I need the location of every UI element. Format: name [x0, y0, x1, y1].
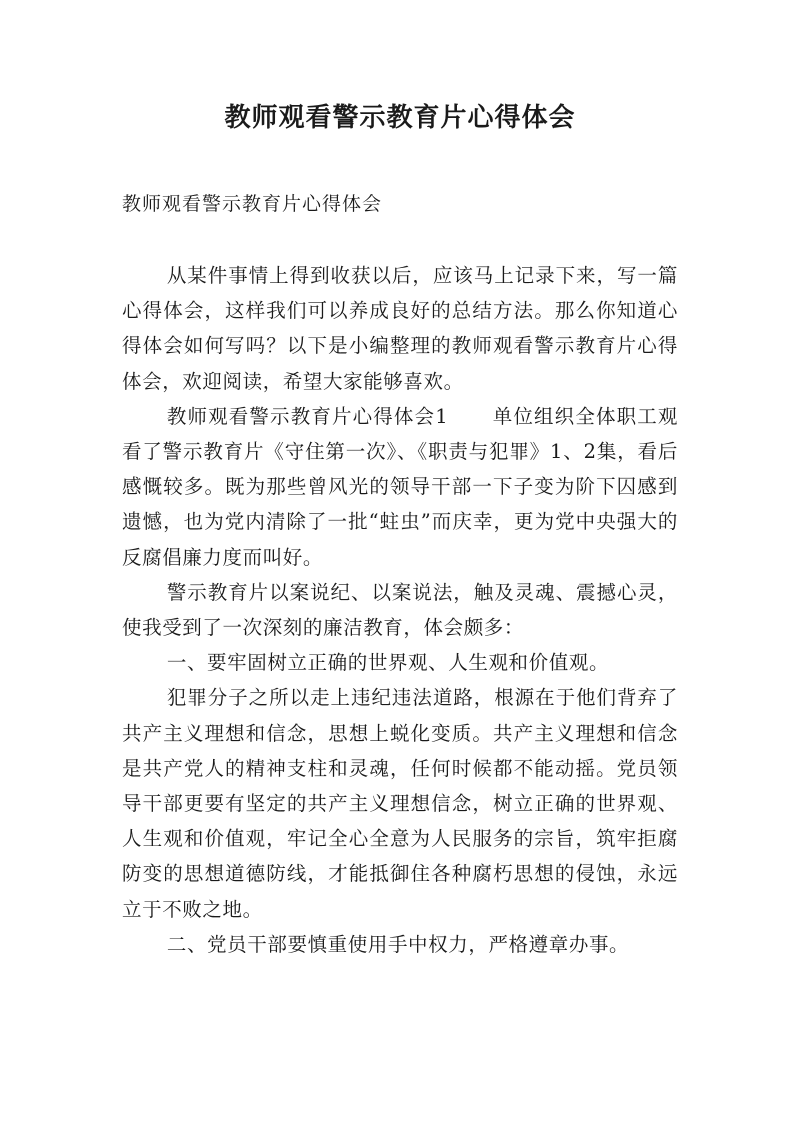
document-subtitle: 教师观看警示教育片心得体会 [122, 193, 383, 215]
paragraph-point-2: 二、党员干部要慎重使用手中权力，严格遵章办事。 [166, 932, 630, 956]
section-1-lead: 单位组织全体职工 [492, 404, 658, 428]
paragraph-point-1: 一、要牢固树立正确的世界观、人生观和价值观。 [166, 651, 610, 675]
paragraph-section-1 [122, 399, 678, 575]
section-1-heading: 教师观看警示教育片心得体会1 [166, 404, 449, 428]
section-1-text: 观看了警示教育片《守住第一次》、《职责与犯罪》1、2集，看后感慨较多。既为那些曾风光的领导干部一下子变为阶下囚感到遗憾，也为党内清除了一批“蛀虫”而庆幸，更为党中央强大的反腐倡廉力度而叫好。 [122, 404, 678, 569]
paragraph-intro: 从某件事情上得到收获以后，应该马上记录下来，写一篇心得体会，这样我们可以养成良好的总结方法。那么你知道心得体会如何写吗？以下是小编整理的教师观看警示教育片心得体会，欢迎阅读，希望大家能够喜欢。 [122, 264, 678, 393]
paragraph-warning-film: 警示教育片以案说纪、以案说法，触及灵魂、震撼心灵，使我受到了一次深刻的廉洁教育，体会颇多： [122, 580, 678, 640]
document-title: 教师观看警示教育片心得体会 [224, 103, 576, 133]
document-body [122, 258, 678, 962]
paragraph-point-1-body: 犯罪分子之所以走上违纪违法道路，根源在于他们背弃了共产主义理想和信念，思想上蜕化变质。共产主义理想和信念是共产党人的精神支柱和灵魂，任何时候都不能动摇。党员领导干部更要有坚定的共产主义理想信念，树立正确的世界观、人生观和价值观，牢记全心全意为人民服务的宗旨，筑牢拒腐防变的思想道德防线，才能抵御住各种腐朽思想的侵蚀，永远立于不败之地。 [122, 686, 678, 921]
